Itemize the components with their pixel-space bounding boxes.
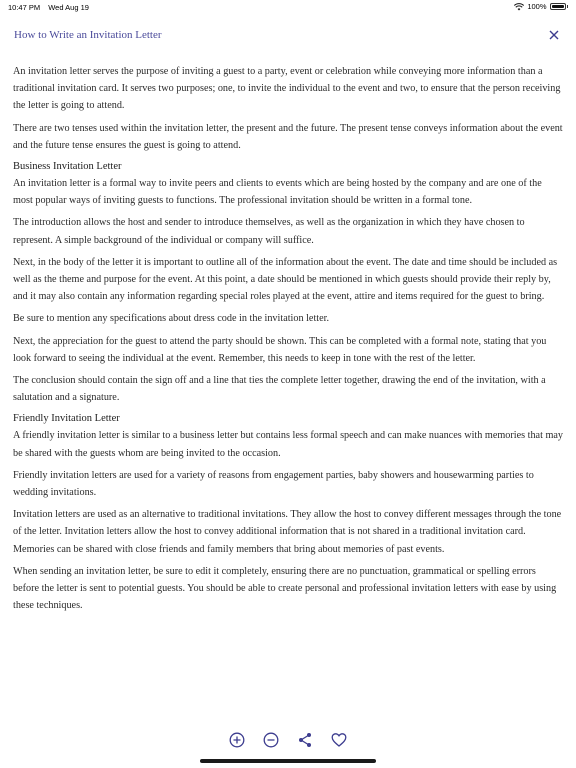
favorite-button[interactable]: [329, 730, 349, 750]
zoom-out-icon: [263, 732, 279, 748]
share-button[interactable]: [295, 730, 315, 750]
heart-icon: [331, 732, 347, 748]
paragraph: The conclusion should contain the sign off and a line that ties the complete letter together, drawing the end of the invitation, with a salutation and a signature.: [13, 375, 546, 404]
status-indicators: [514, 2, 568, 11]
paragraph: Next, in the body of the letter it is important to outline all of the information about the event. The date and time should be included as well as the theme and purpose for the event. At this point, a date should be mentioned in which guests should provide their reply by, and it may also contain any information regarding special roles played at the event, attire and items required for the guest to bring.: [13, 256, 558, 303]
zoom-in-button[interactable]: [227, 730, 247, 750]
zoom-in-icon: [229, 732, 245, 748]
battery-tip: [567, 5, 569, 8]
home-indicator[interactable]: [200, 759, 376, 763]
article-body: [13, 63, 563, 619]
header: [0, 22, 576, 50]
status-time-date: [8, 3, 95, 12]
zoom-out-button[interactable]: [261, 730, 281, 750]
status-bar: [0, 0, 576, 14]
paragraph: Invitation letters are used as an alternative to traditional invitations. They allow the host to convey different messages through the tone of the letter. Invitation letters allow the host to convey additional information that is not shared in a traditional invitation card. Memories can be shared with close friends and family members that bring about memories of past events.: [13, 509, 562, 555]
paragraph: Next, the appreciation for the guest to attend the party should be shown. This can be completed with a formal note, stating that you look forward to seeing the individual at the event. Remember, this needs to keep in tone with the rest of the letter.: [13, 335, 547, 364]
paragraph: There are two tenses used within the invitation letter, the present and the future. The present tense conveys information about the event and the future tense ensures the guest is going to attend.: [13, 122, 563, 151]
share-icon: [297, 732, 313, 748]
paragraph: The introduction allows the host and sender to introduce themselves, as well as the organization in which they have chosen to represent. A simple background of the individual or company will suffice.: [13, 217, 525, 246]
bottom-toolbar: [0, 730, 576, 752]
paragraph: Friendly invitation letters are used for a variety of reasons from engagement parties, baby showers and housewarming parties to wedding invitations.: [13, 469, 534, 499]
wifi-icon: [514, 3, 524, 11]
paragraph: A friendly invitation letter is similar to a business letter but contains less formal speech and can make nuances with memories that may be shared with the guests whom are being invited to the occasion.: [13, 430, 563, 459]
paragraph: When sending an invitation letter, be sure to edit it completely, ensuring there are no punctuation, grammatical or spelling errors before the letter is sent to potential guests. You should be able to create personal and professional invitation letters with ease by using these techniques.: [13, 565, 557, 612]
status-date: Wed Aug 19: [48, 3, 89, 12]
close-button[interactable]: [546, 27, 562, 43]
paragraph: An invitation letter is a formal way to invite peers and clients to events which are being hosted by the company and are one of the most popular ways of inviting guests to functions. The professional invitation should be written in a formal tone.: [13, 178, 542, 207]
page-title: How to Write an Invitation Letter: [14, 29, 162, 41]
section-heading-friendly: Friendly Invitation Letter: [13, 413, 120, 425]
battery-icon: [550, 3, 566, 10]
section-heading-business: Business Invitation Letter: [13, 161, 122, 173]
paragraph: Be sure to mention any specifications about dress code in the invitation letter.: [13, 313, 330, 325]
paragraph: An invitation letter serves the purpose of inviting a guest to a party, event or celebration while conveying more information than a traditional invitation card. It serves two purposes; one, to invite the individual to the event and two, to ensure that the person receiving the letter is going to attend.: [13, 66, 561, 112]
battery-percent: 100%: [527, 2, 547, 11]
close-icon: [549, 30, 559, 40]
status-time: 10:47 PM: [8, 3, 41, 12]
